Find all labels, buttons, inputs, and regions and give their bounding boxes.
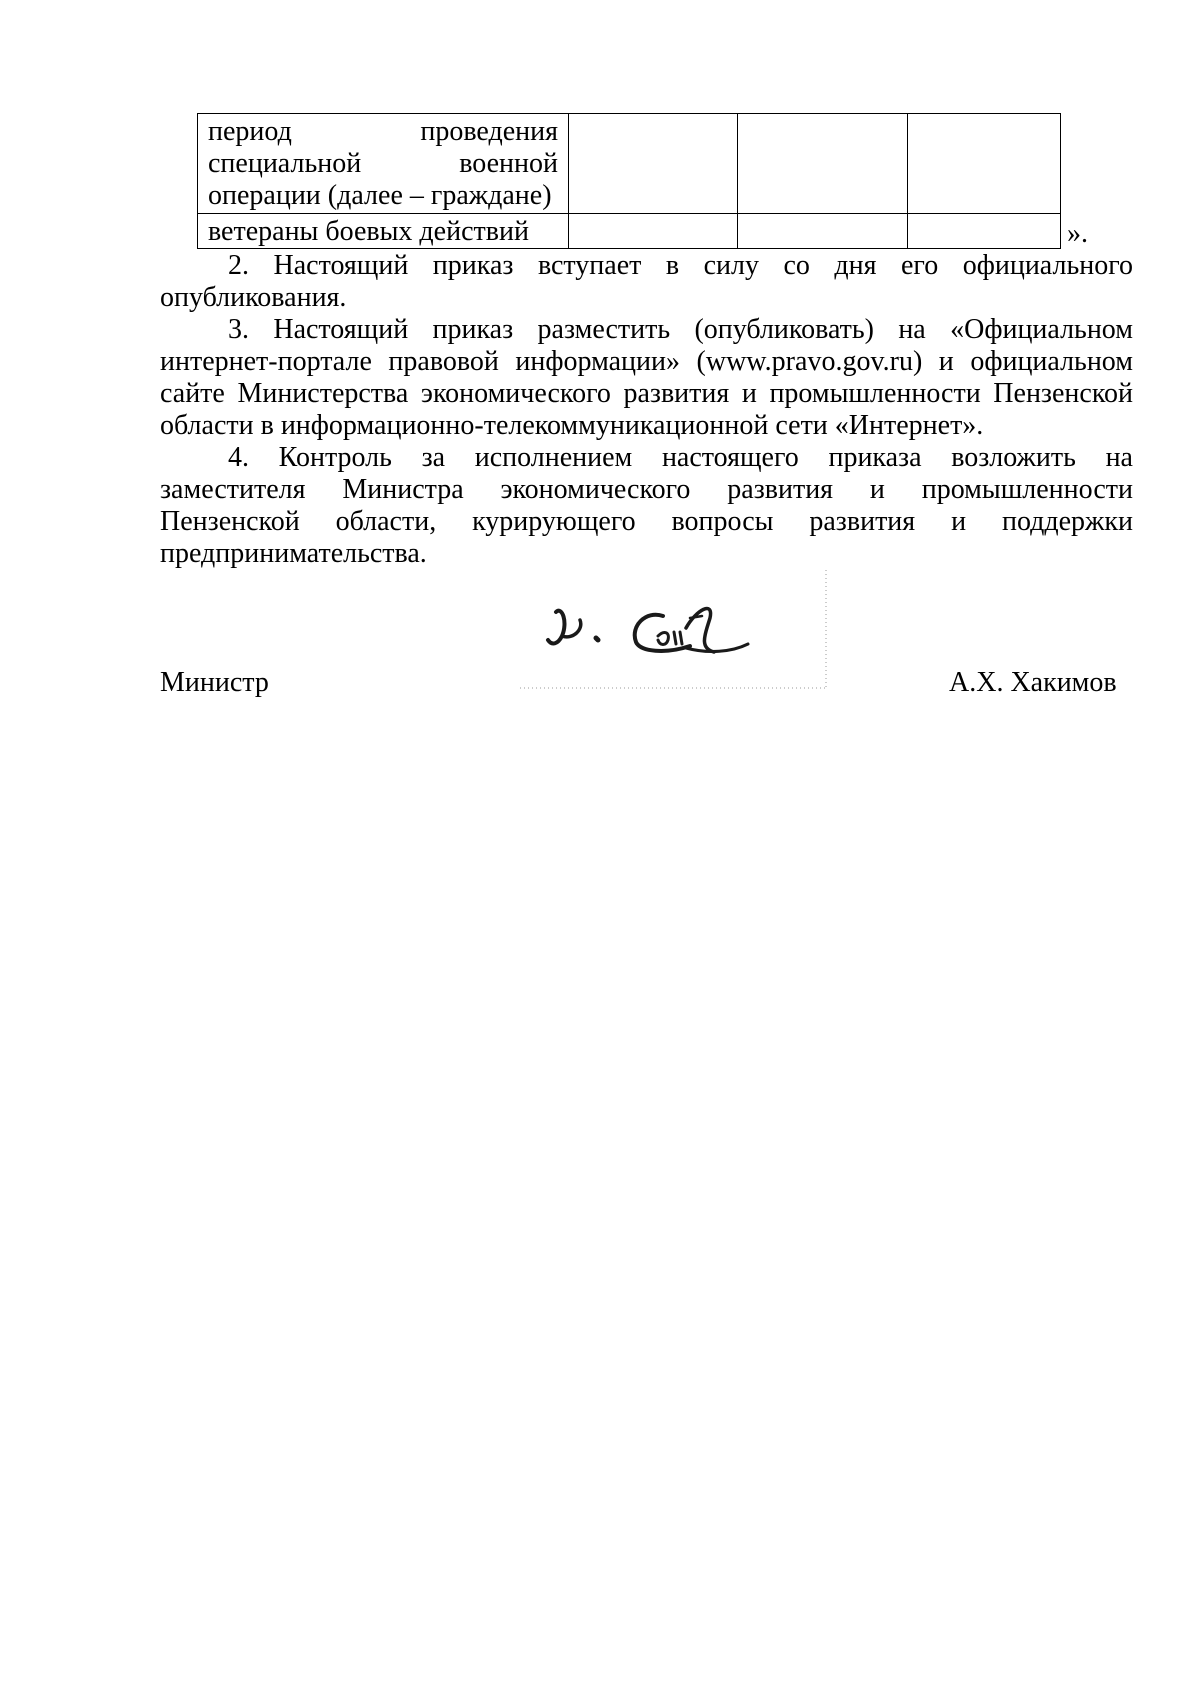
row-1-label-line-3: операции (далее – граждане) — [208, 180, 552, 211]
paragraph-line: опубликования. — [160, 282, 347, 313]
paragraph-line: области в информационно-телекоммуникационной сети «Интернет». — [160, 410, 984, 441]
paragraph-3 — [160, 314, 1133, 442]
paragraph-line: Пензенской области, курирующего вопросы развития и поддержки — [160, 506, 1133, 537]
signatory-name: А.Х. Хакимов — [949, 667, 1117, 698]
table-cell-empty — [908, 114, 1061, 214]
paragraph-line: интернет-портале правовой информации» (www.pravo.gov.ru) и официальном — [160, 346, 1133, 377]
paragraph-line: предпринимательства. — [160, 538, 427, 569]
table-row — [198, 214, 1061, 249]
paragraph-2 — [160, 250, 1133, 314]
table-row — [198, 114, 1061, 214]
row-2-label: ветераны боевых действий — [208, 216, 529, 247]
table-cell-empty — [569, 214, 738, 249]
paragraph-line: заместителя Министра экономического развития и промышленности — [160, 474, 1133, 505]
table-cell-empty — [738, 214, 908, 249]
row-1-label-line-2: специальной военной — [208, 148, 558, 179]
paragraph-line: 2. Настоящий приказ вступает в силу со дня его официального — [228, 250, 1133, 281]
paragraph-line: 3. Настоящий приказ разместить (опубликовать) на «Официальном — [228, 314, 1133, 345]
table-cell-label — [198, 114, 569, 214]
table-cell-empty — [738, 114, 908, 214]
paragraph-4 — [160, 442, 1133, 570]
signature-image — [518, 570, 828, 690]
row-1-label-line-1: период проведения — [208, 116, 558, 147]
paragraph-line: 4. Контроль за исполнением настоящего приказа возложить на — [228, 442, 1133, 473]
paragraph-line: сайте Министерства экономического развития и промышленности Пензенской — [160, 378, 1133, 409]
table-cell-empty — [908, 214, 1061, 249]
signatory-title: Министр — [160, 667, 269, 698]
table-cell-empty — [569, 114, 738, 214]
categories-table — [197, 113, 1061, 249]
closing-quote: ». — [1067, 218, 1088, 249]
table-cell-label — [198, 214, 569, 249]
row-1-label — [198, 114, 568, 212]
